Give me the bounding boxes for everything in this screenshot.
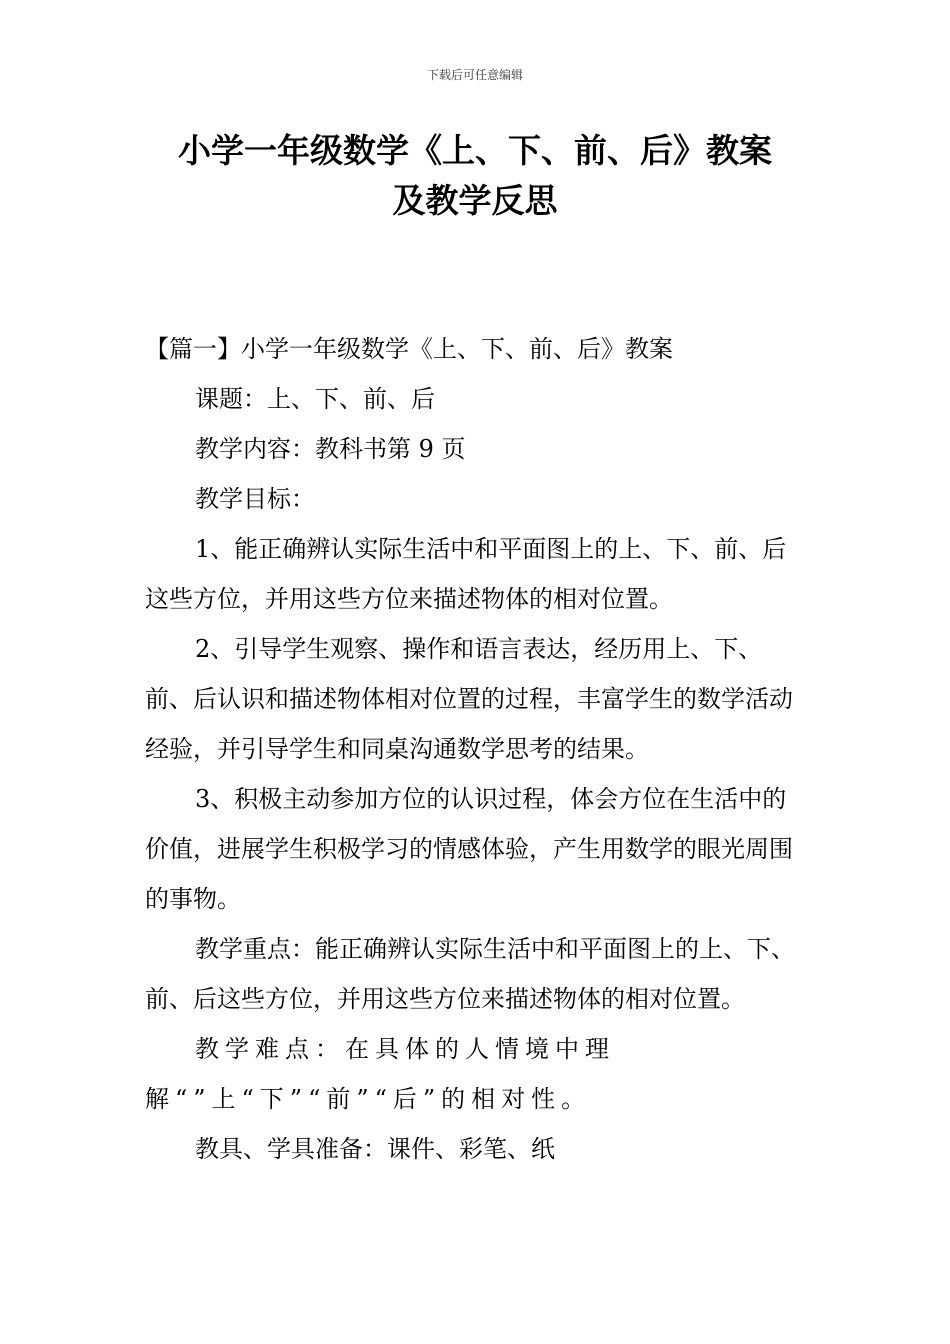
materials: 教具、学具准备：课件、彩笔、纸 <box>195 1135 555 1163</box>
goals-label: 教学目标： <box>195 485 315 513</box>
key-point: 教学重点：能正确辨认实际生活中和平面图上的上、下、前、后这些方位，并用这些方位来描述物体的相对位置。 <box>145 935 795 1013</box>
document-title <box>100 126 850 226</box>
document-body <box>145 324 810 1174</box>
section-heading: 【篇一】小学一年级数学《上、下、前、后》教案 <box>145 335 673 363</box>
title-line-2: 及教学反思 <box>392 181 558 220</box>
goal-3: 3、积极主动参加方位的认识过程，体会方位在生活中的价值，进展学生积极学习的情感体验，产生用数学的眼光周围的事物。 <box>145 785 793 913</box>
content-line: 教学内容：教科书第 9 页 <box>195 435 466 463</box>
goal-1: 1、能正确辨认实际生活中和平面图上的上、下、前、后这些方位，并用这些方位来描述物体的相对位置。 <box>145 535 787 613</box>
goal-2: 2、引导学生观察、操作和语言表达，经历用上、下、前、后认识和描述物体相对位置的过程，丰富学生的数学活动经验，并引导学生和同桌沟通数学思考的结果。 <box>145 635 793 763</box>
topic-line: 课题：上、下、前、后 <box>195 385 435 413</box>
header-note: 下载后可任意编辑 <box>426 68 523 82</box>
difficulty: 教学难点：在具体的人情境中理解“”上“下”“前”“后”的相对性。 <box>145 1035 615 1113</box>
title-line-1: 小学一年级数学《上、下、前、后》教案 <box>178 131 772 170</box>
